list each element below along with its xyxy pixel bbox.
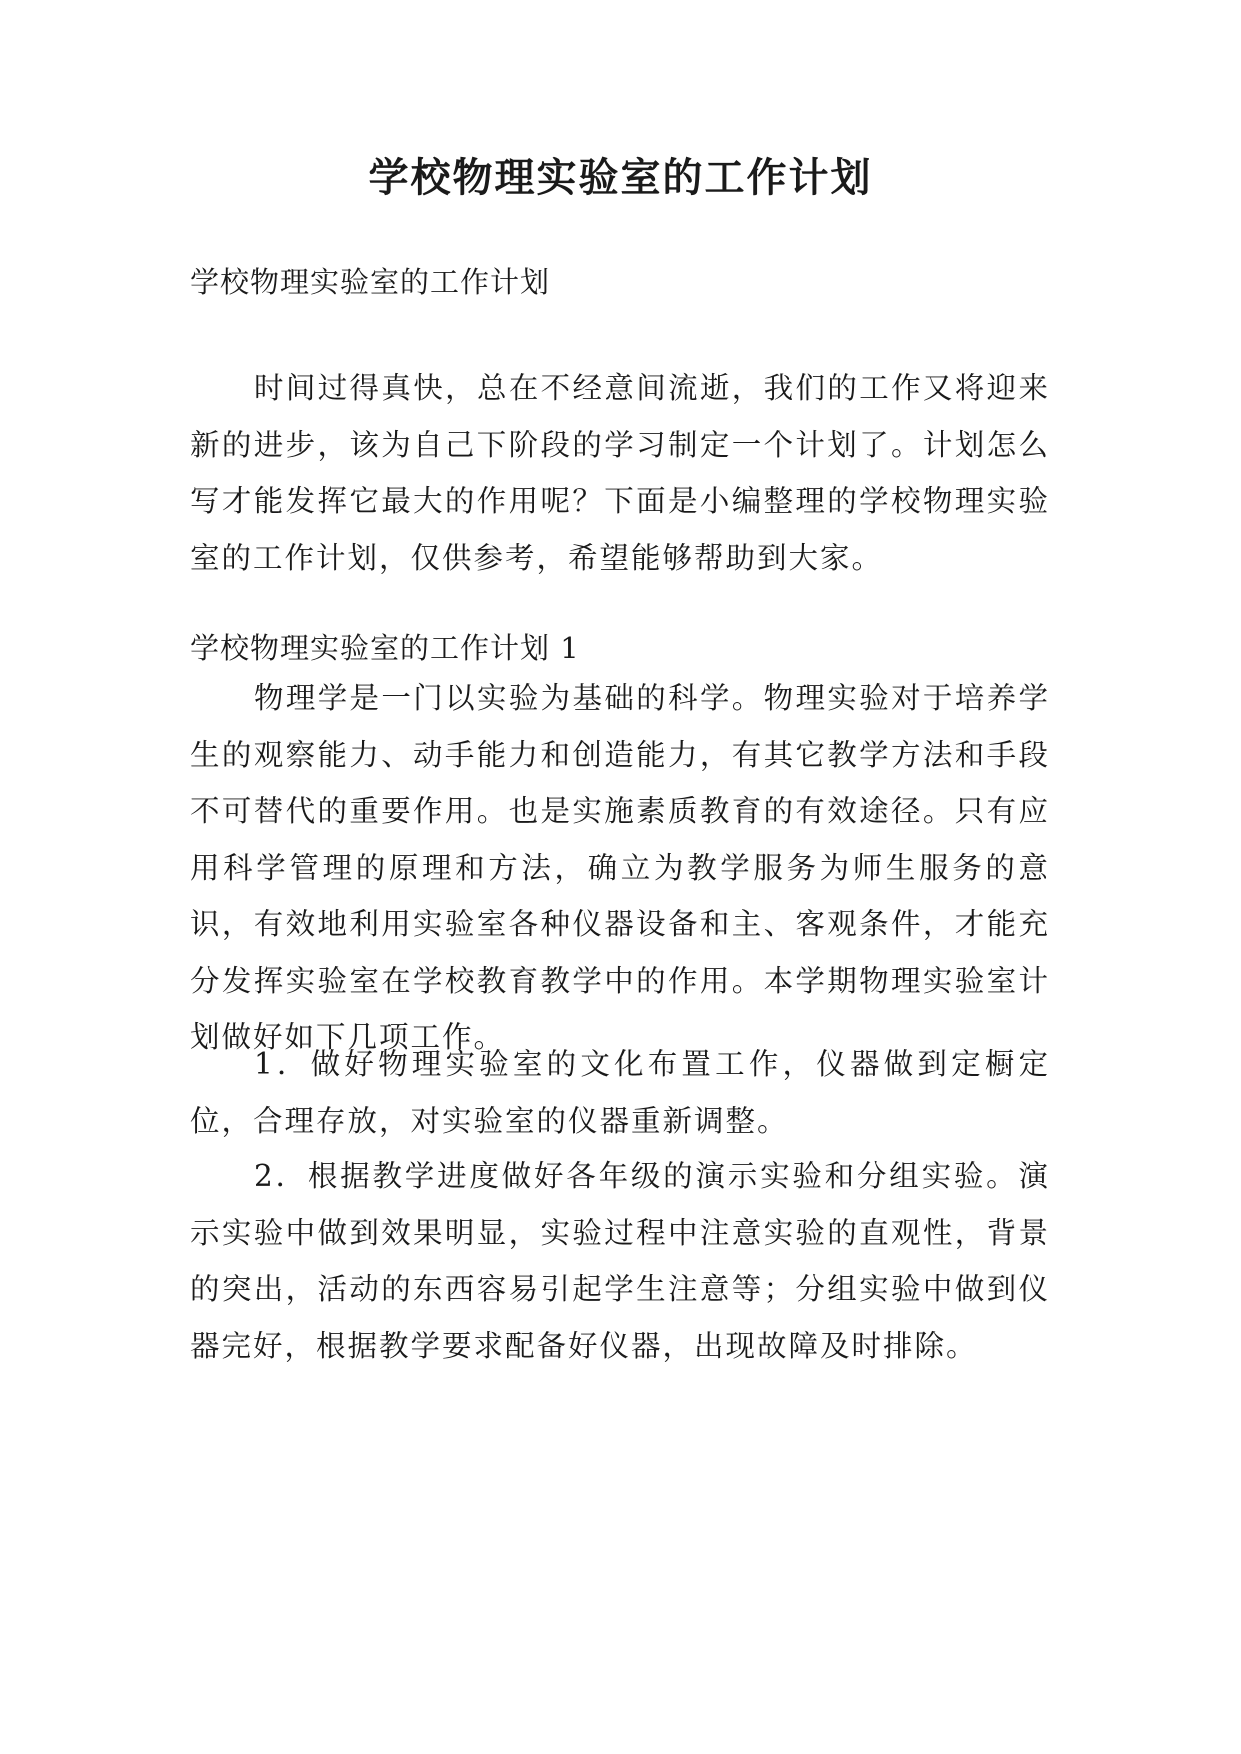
section-paragraph-1: 物理学是一门以实验为基础的科学。物理实验对于培养学生的观察能力、动手能力和创造能力，有其它教学方法和手段不可替代的重要作用。也是实施素质教育的有效途径。只有应用科学管理的原理和方法，确立为教学服务为师生服务的意识，有效地利用实验室各种仪器设备和主、客观条件，才能充分发挥实验室在学校教育教学中的作用。本学期物理实验室计划做好如下几项工作。 (190, 681, 1050, 1054)
section-paragraph-2: 1．做好物理实验室的文化布置工作，仪器做到定橱定位，合理存放，对实验室的仪器重新调整。 (190, 1047, 1050, 1138)
document-subtitle: 学校物理实验室的工作计划 (190, 265, 551, 299)
section-paragraph-3: 2．根据教学进度做好各年级的演示实验和分组实验。演示实验中做到效果明显，实验过程中注意实验的直观性，背景的突出，活动的东西容易引起学生注意等；分组实验中做到仪器完好，根据教学要求配备好仪器，出现故障及时排除。 (190, 1159, 1050, 1363)
intro-paragraph: 时间过得真快，总在不经意间流逝，我们的工作又将迎来新的进步，该为自己下阶段的学习制定一个计划了。计划怎么写才能发挥它最大的作用呢？下面是小编整理的学校物理实验室的工作计划，仅供参考，希望能够帮助到大家。 (190, 371, 1050, 575)
page-title: 学校物理实验室的工作计划 (368, 154, 873, 201)
section-heading: 学校物理实验室的工作计划 1 (190, 631, 580, 665)
